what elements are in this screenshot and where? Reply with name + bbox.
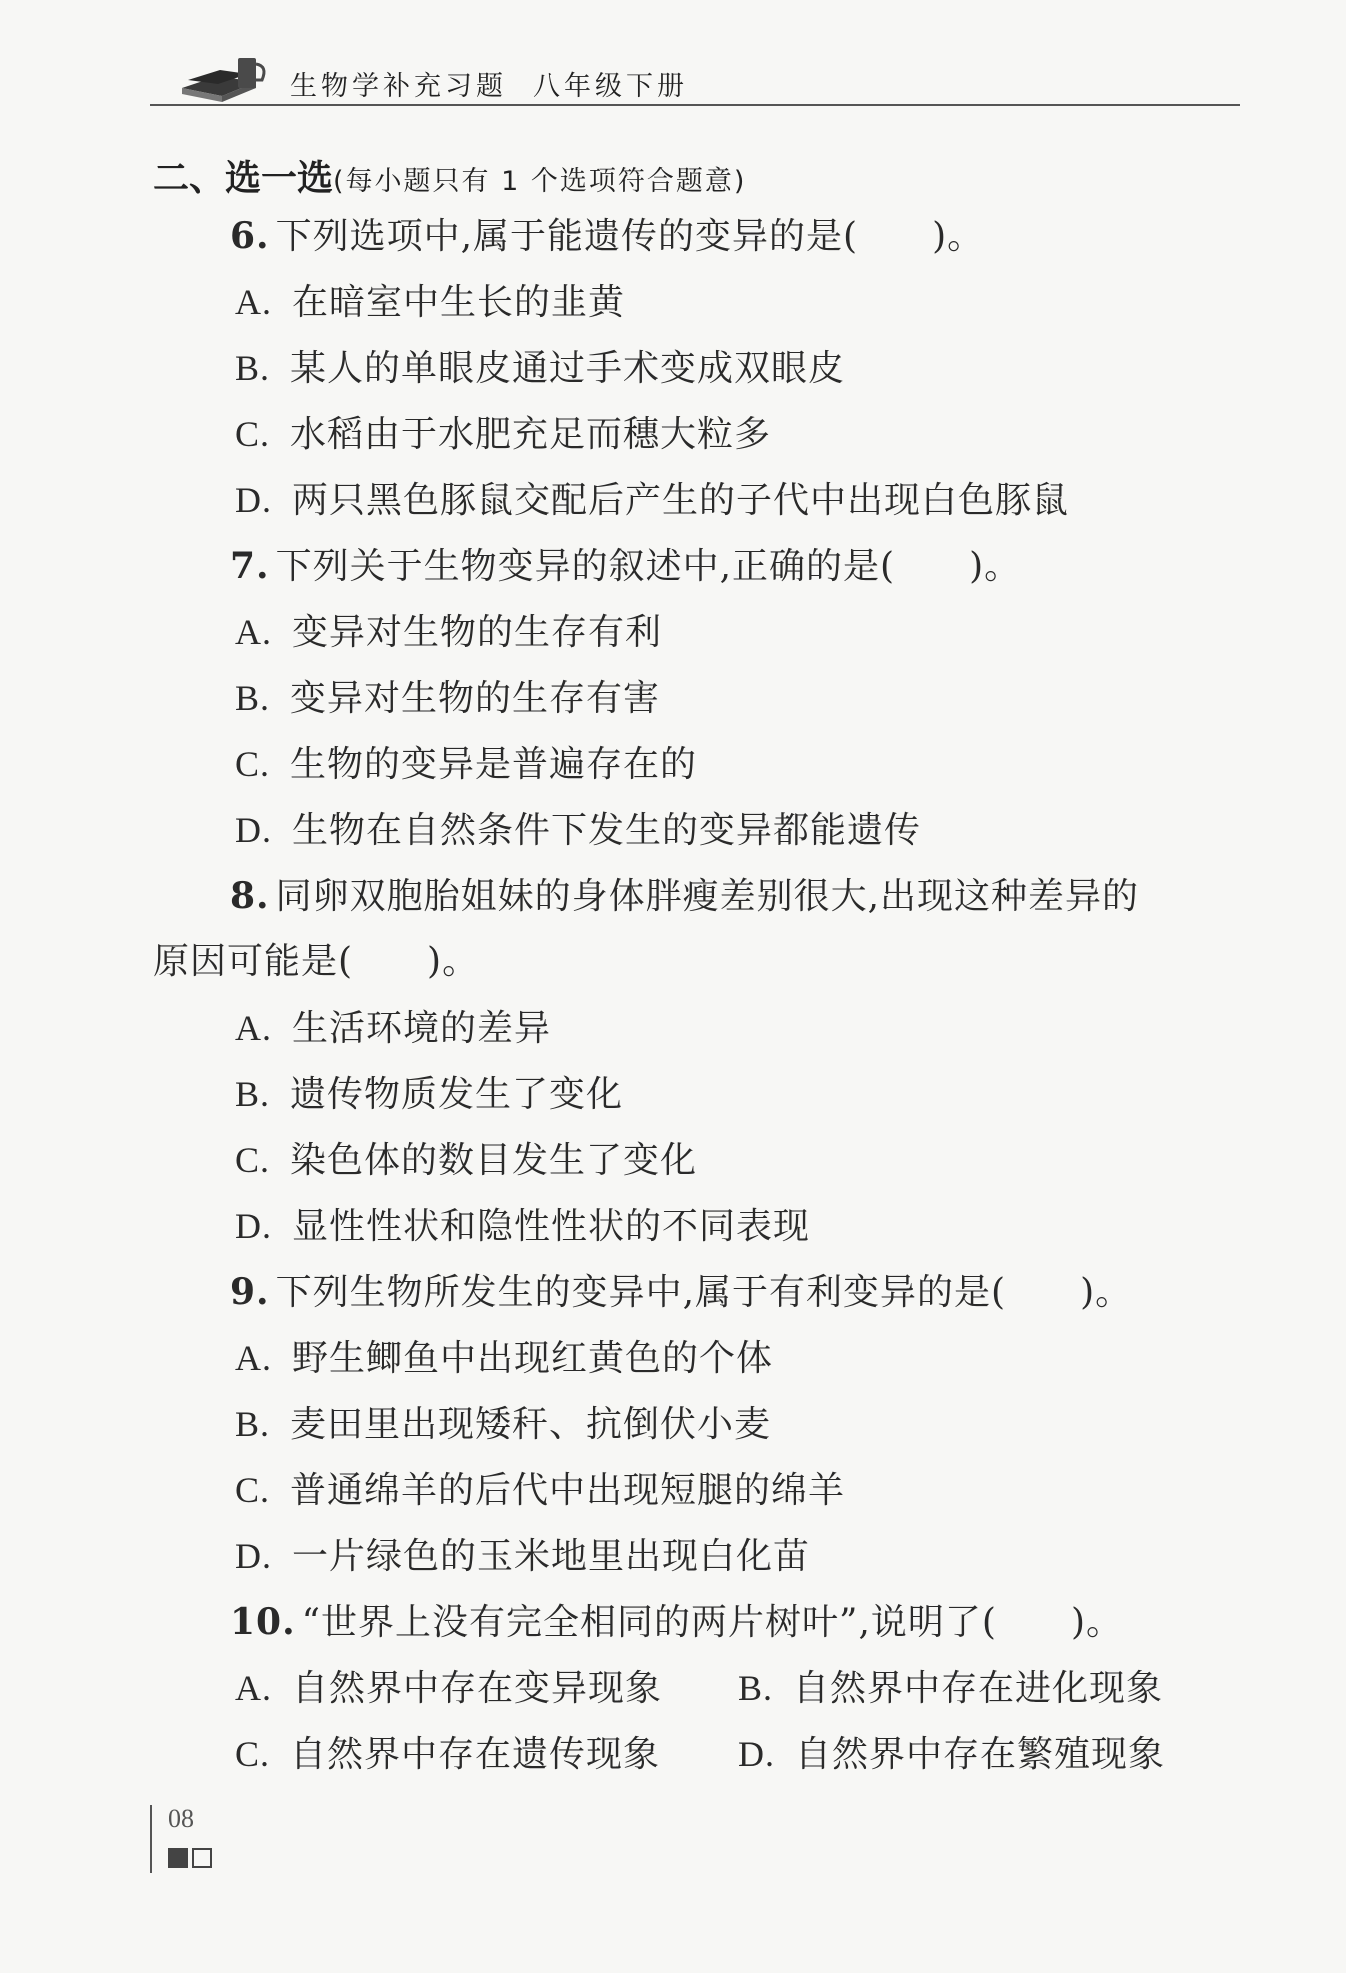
option-7c [235,746,697,783]
option-text: 生物的变异是普遍存在的 [290,744,698,785]
option-letter: C. [235,414,271,454]
option-9d [235,1538,810,1575]
option-text: 显性性状和隐性性状的不同表现 [292,1206,811,1247]
footer-divider [150,1805,152,1873]
question-9 [230,1271,1133,1313]
option-9b [235,1406,771,1443]
option-letter: B. [738,1668,774,1708]
section-note: (每小题只有 1 个选项符合题意) [333,166,747,197]
option-7a [235,614,662,651]
header-divider [150,104,1240,106]
option-text: 麦田里出现矮秆、抗倒伏小麦 [290,1404,772,1445]
question-text: 下列关于生物变异的叙述中,正确的是( )。 [275,546,1022,587]
question-text: 下列生物所发生的变异中,属于有利变异的是( )。 [275,1272,1133,1313]
option-text: 生物在自然条件下发生的变异都能遗传 [292,810,922,851]
option-letter: B. [235,678,271,718]
option-6d [235,482,1069,519]
option-letter: B. [235,1404,271,1444]
option-text: 野生鲫鱼中出现红黄色的个体 [292,1338,774,1379]
page-header [150,40,1240,110]
option-8d [235,1208,810,1245]
section-heading [153,150,746,201]
book-title [290,64,688,103]
option-letter: C. [235,1140,271,1180]
book-grade: 八年级下册 [533,71,688,102]
question-6 [230,215,985,257]
option-10b [738,1670,1163,1707]
filled-square-icon [168,1848,188,1868]
question-8 [230,875,1140,917]
option-letter: D. [235,1536,272,1576]
option-6a [235,284,625,321]
option-text: 两只黑色豚鼠交配后产生的子代中出现白色豚鼠 [292,480,1070,521]
option-text: 某人的单眼皮通过手术变成双眼皮 [290,348,846,389]
option-text: 自然界中存在遗传现象 [290,1734,661,1775]
question-8-continued: 原因可能是( )。 [153,941,480,982]
option-10c [235,1736,660,1773]
option-text: 变异对生物的生存有害 [290,678,661,719]
option-8b [235,1076,623,1113]
option-letter: B. [235,1074,271,1114]
option-letter: C. [235,744,271,784]
option-letter: A. [235,1668,272,1708]
option-text: 自然界中存在变异现象 [292,1668,663,1709]
option-letter: D. [235,1206,272,1246]
option-text: 生活环境的差异 [292,1008,552,1049]
question-number: 8. [230,875,270,917]
option-text: 自然界中存在进化现象 [793,1668,1164,1709]
option-letter: A. [235,1008,272,1048]
question-number: 6. [230,215,270,257]
option-text: 一片绿色的玉米地里出现白化苗 [292,1536,811,1577]
question-7 [230,545,1022,587]
question-text: 同卵双胞胎姐妹的身体胖瘦差别很大,出现这种差异的 [275,876,1140,917]
question-number: 9. [230,1271,270,1313]
option-text: 遗传物质发生了变化 [290,1074,624,1115]
question-10 [230,1601,1123,1643]
question-number: 10. [230,1601,296,1643]
option-letter: D. [738,1734,775,1774]
option-text: 自然界中存在繁殖现象 [795,1734,1166,1775]
question-text: “世界上没有完全相同的两片树叶”,说明了( )。 [301,1602,1123,1643]
option-letter: D. [235,480,272,520]
option-letter: A. [235,1338,272,1378]
option-text: 在暗室中生长的韭黄 [292,282,626,323]
page-number: 08 [168,1804,194,1833]
option-9c [235,1472,845,1509]
option-letter: C. [235,1470,271,1510]
option-letter: A. [235,612,272,652]
book-title-text: 生物学补充习题 [290,71,507,102]
option-text: 染色体的数目发生了变化 [290,1140,698,1181]
option-text: 变异对生物的生存有利 [292,612,663,653]
option-9a [235,1340,773,1377]
option-letter: B. [235,348,271,388]
option-10d [738,1736,1165,1773]
option-7b [235,680,660,717]
option-letter: C. [235,1734,271,1774]
option-6b [235,350,845,387]
option-letter: A. [235,282,272,322]
empty-square-icon [192,1848,212,1868]
option-text: 水稻由于水肥充足而穗大粒多 [290,414,772,455]
question-number: 7. [230,545,270,587]
option-10a [235,1670,662,1707]
option-8c [235,1142,697,1179]
section-title: 二、选一选 [153,158,334,199]
option-6c [235,416,771,453]
option-8a [235,1010,551,1047]
option-text: 普通绵羊的后代中出现短腿的绵羊 [290,1470,846,1511]
books-cup-icon [178,54,274,108]
option-7d [235,812,921,849]
question-text: 下列选项中,属于能遗传的变异的是( )。 [275,216,985,257]
option-letter: D. [235,810,272,850]
